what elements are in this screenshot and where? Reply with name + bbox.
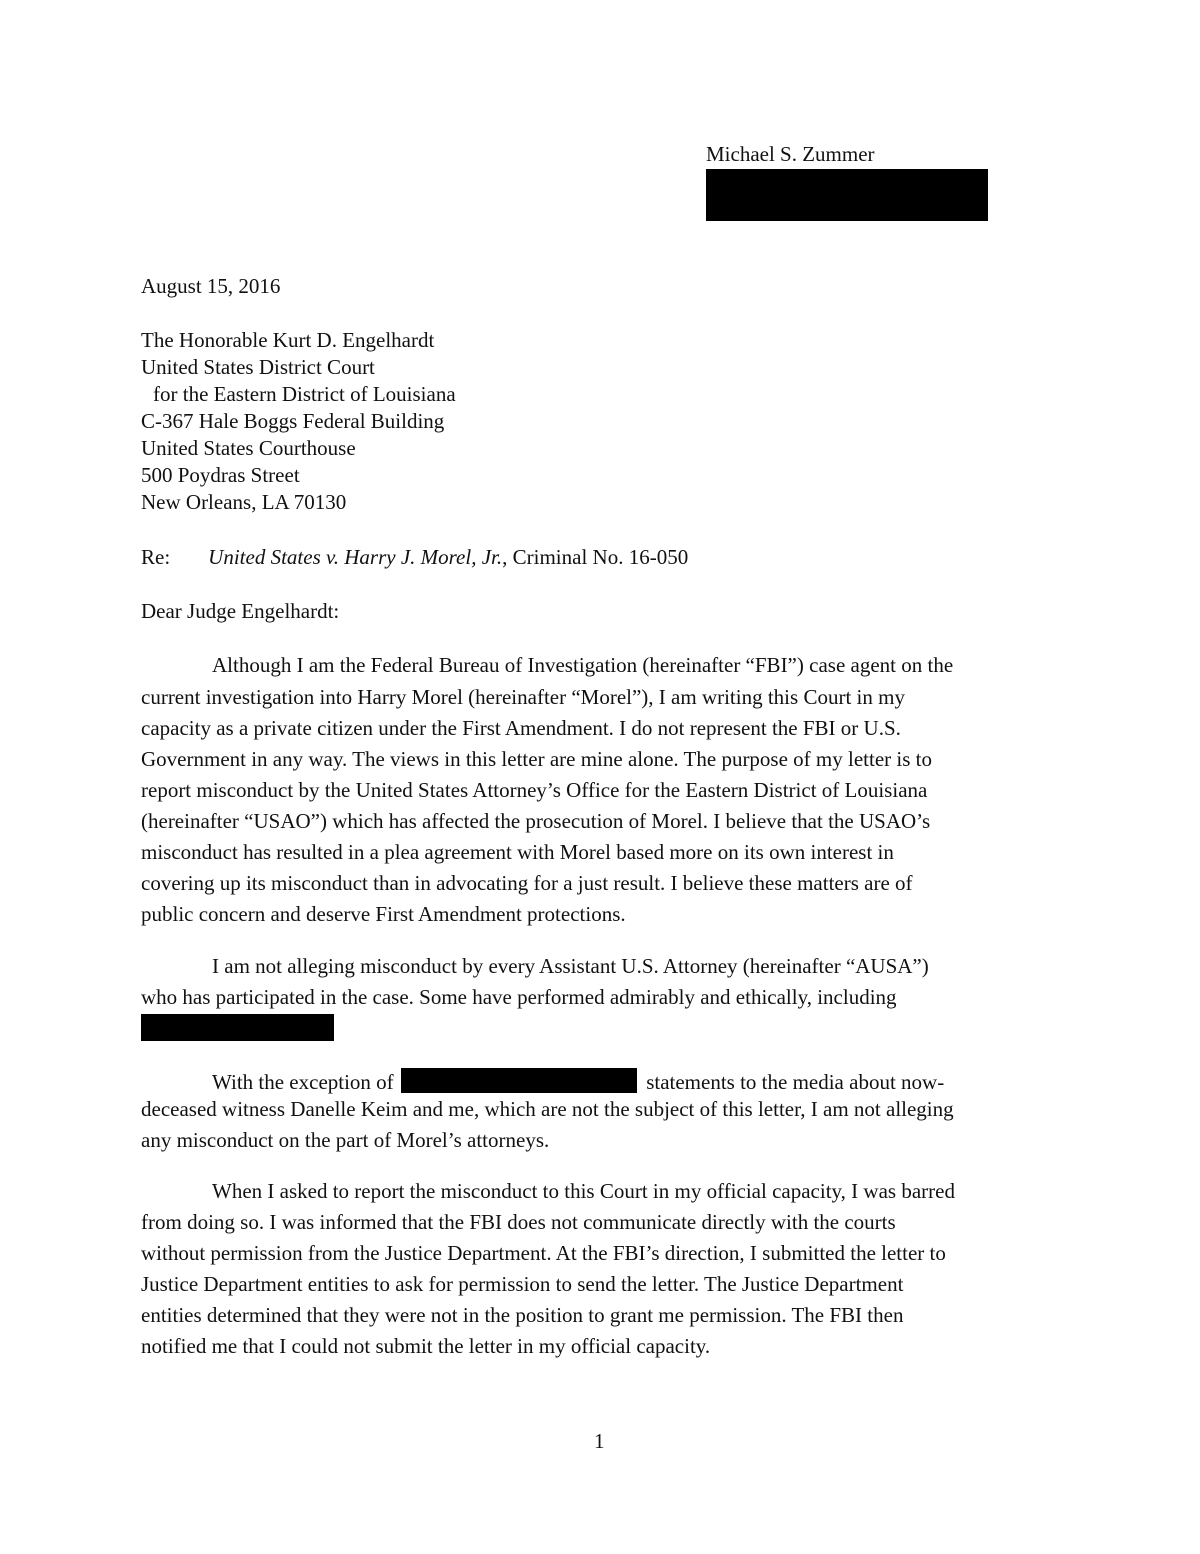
- paragraph-4-line: without permission from the Justice Department. At the FBI’s direction, I submitted the letter to: [141, 1241, 946, 1265]
- recipient-line: United States District Court: [141, 355, 375, 379]
- paragraph-4-line: When I asked to report the misconduct to this Court in my official capacity, I was barred: [212, 1179, 955, 1203]
- paragraph-1-line: misconduct has resulted in a plea agreement with Morel based more on its own interest in: [141, 840, 894, 864]
- paragraph-1-line: covering up its misconduct than in advocating for a just result. I believe these matters are of: [141, 871, 913, 895]
- paragraph-3-text: statements to the media about now-: [646, 1070, 945, 1094]
- paragraph-2-line: who has participated in the case. Some have performed admirably and ethically, including: [141, 985, 897, 1009]
- page-number: 1: [594, 1429, 605, 1453]
- paragraph-3-line: deceased witness Danelle Keim and me, which are not the subject of this letter, I am not alleging: [141, 1097, 954, 1121]
- paragraph-3-line: any misconduct on the part of Morel’s attorneys.: [141, 1128, 550, 1152]
- paragraph-1-line: (hereinafter “USAO”) which has affected the prosecution of Morel. I believe that the USAO’s: [141, 809, 931, 833]
- recipient-line: The Honorable Kurt D. Engelhardt: [141, 328, 435, 352]
- letter-date: August 15, 2016: [141, 274, 281, 298]
- sender-name: Michael S. Zummer: [706, 142, 875, 166]
- paragraph-1-line: capacity as a private citizen under the First Amendment. I do not represent the FBI or U.S.: [141, 716, 901, 740]
- recipient-line: for the Eastern District of Louisiana: [153, 382, 456, 406]
- case-number: , Criminal No. 16-050: [502, 545, 689, 569]
- case-title: United States v. Harry J. Morel, Jr.: [208, 545, 503, 569]
- paragraph-4-line: from doing so. I was informed that the FBI does not communicate directly with the courts: [141, 1210, 896, 1234]
- paragraph-1-line: public concern and deserve First Amendment protections.: [141, 902, 626, 926]
- paragraph-1-line: current investigation into Harry Morel (hereinafter “Morel”), I am writing this Court in my: [141, 685, 905, 709]
- ausa-names-redaction: [141, 1014, 334, 1041]
- paragraph-4-line: notified me that I could not submit the letter in my official capacity.: [141, 1334, 711, 1358]
- paragraph-4-line: entities determined that they were not in the position to grant me permission. The FBI then: [141, 1303, 904, 1327]
- recipient-line: C-367 Hale Boggs Federal Building: [141, 409, 445, 433]
- recipient-line: 500 Poydras Street: [141, 463, 300, 487]
- paragraph-3-line: [212, 1068, 944, 1093]
- sender-address-redaction: [706, 169, 988, 221]
- paragraph-1-line: Although I am the Federal Bureau of Investigation (hereinafter “FBI”) case agent on the: [212, 653, 954, 677]
- re-line: [141, 547, 688, 568]
- recipient-line: New Orleans, LA 70130: [141, 490, 347, 514]
- paragraph-1-line: Government in any way. The views in this letter are mine alone. The purpose of my letter is to: [141, 747, 932, 771]
- salutation: Dear Judge Engelhardt:: [141, 599, 340, 623]
- re-label: Re:: [141, 545, 171, 569]
- paragraph-2-line: I am not alleging misconduct by every Assistant U.S. Attorney (hereinafter “AUSA”): [212, 954, 929, 978]
- attorney-name-redaction: [401, 1068, 637, 1093]
- paragraph-4-line: Justice Department entities to ask for permission to send the letter. The Justice Department: [141, 1272, 904, 1296]
- recipient-line: United States Courthouse: [141, 436, 356, 460]
- paragraph-3-text: With the exception of: [212, 1070, 394, 1094]
- paragraph-1-line: report misconduct by the United States Attorney’s Office for the Eastern District of Louisiana: [141, 778, 928, 802]
